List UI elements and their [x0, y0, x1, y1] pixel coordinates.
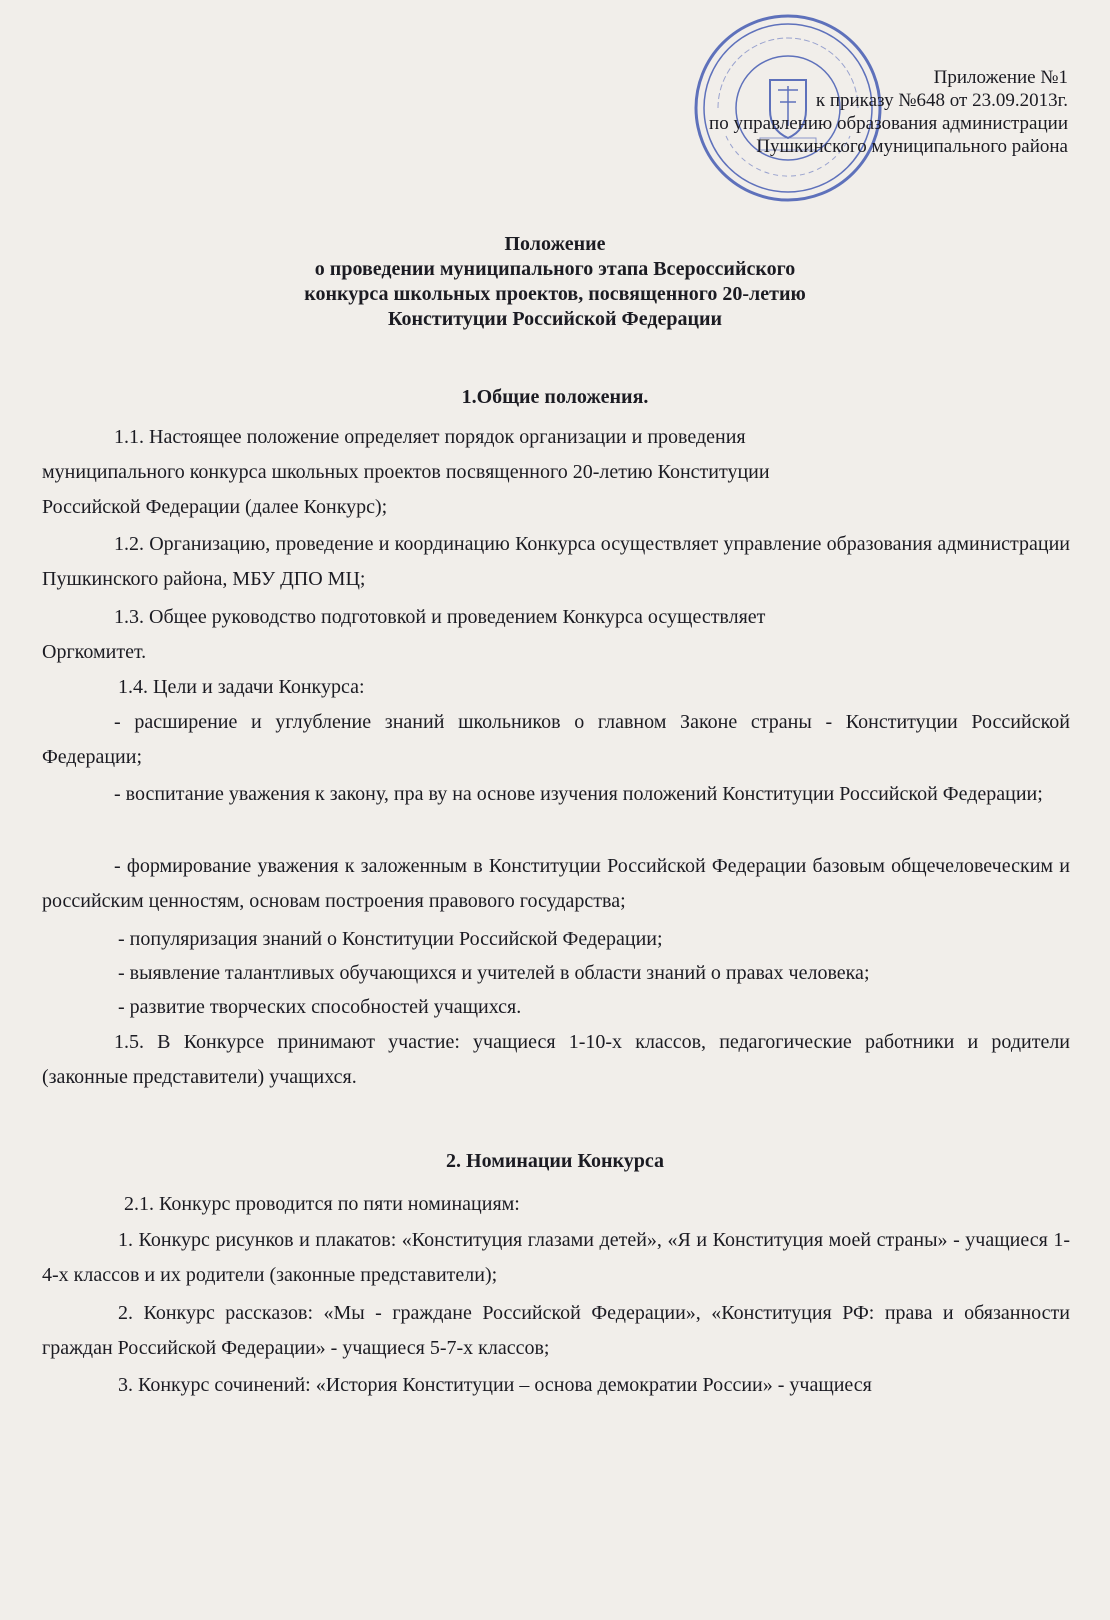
title-line-2: о проведении муниципального этапа Всероссийского: [314, 258, 796, 280]
goal-5: - выявление талантливых обучающихся и учителей в области знаний о правах человека;: [118, 962, 870, 984]
header-line-3: по управлению образования администрации: [709, 113, 1068, 134]
nomination-1: 1. Конкурс рисунков и плакатов: «Конституция глазами детей», «Я и Конституция моей страны» - учащиеся 1-4-х классов и их родители (законные представители);: [42, 1229, 1070, 1286]
section-1-heading: 1.Общие положения.: [461, 386, 649, 408]
title-line-1: Положение: [504, 233, 606, 255]
paragraph-1-3-line-2: Оргкомитет.: [42, 641, 147, 663]
title-line-3: конкурса школьных проектов, посвященного 20-летию: [304, 283, 806, 305]
header-line-2: к приказу №648 от 23.09.2013г.: [815, 90, 1068, 111]
paragraph-1-1-line-3: Российской Федерации (далее Конкурс);: [42, 496, 388, 518]
document-header: [709, 66, 1068, 158]
paragraph-2-1: 2.1. Конкурс проводится по пяти номинациям:: [124, 1193, 520, 1215]
paragraph-1-1-line-1: 1.1. Настоящее положение определяет порядок организации и проведения: [114, 426, 746, 448]
section-2-heading: 2. Номинации Конкурса: [446, 1150, 664, 1172]
paragraph-1-2: 1.2. Организацию, проведение и координацию Конкурса осуществляет управление образования администрации Пушкинского района, МБУ ДПО МЦ;: [42, 533, 1070, 590]
paragraph-1-3-line-1: 1.3. Общее руководство подготовкой и проведением Конкурса осуществляет: [114, 606, 766, 628]
goal-4: - популяризация знаний о Конституции Российской Федерации;: [118, 928, 663, 950]
nomination-3: 3. Конкурс сочинений: «История Конституции – основа демократии России» - учащиеся: [118, 1374, 872, 1396]
goal-2: - воспитание уважения к закону, пра ву на основе изучения положений Конституции Российской Федерации;: [114, 783, 1043, 805]
paragraph-1-4: 1.4. Цели и задачи Конкурса:: [118, 676, 365, 698]
title-line-4: Конституции Российской Федерации: [387, 308, 723, 330]
goal-6: - развитие творческих способностей учащихся.: [118, 996, 522, 1018]
header-line-1: Приложение №1: [933, 67, 1068, 88]
document-title: [0, 232, 1110, 332]
header-line-4: Пушкинского муниципального района: [756, 136, 1068, 157]
paragraph-1-5: 1.5. В Конкурсе принимают участие: учащиеся 1-10-х классов, педагогические работники и родители (законные представители) учащихся.: [42, 1031, 1070, 1088]
nomination-2: 2. Конкурс рассказов: «Мы - граждане Российской Федерации», «Конституция РФ: права и обязанности граждан Российской Федерации» - учащиеся 5-7-х классов;: [42, 1302, 1070, 1359]
goal-3: - формирование уважения к заложенным в Конституции Российской Федерации базовым общечеловеческим и российским ценностям, основам построения правового государства;: [42, 855, 1070, 912]
paragraph-1-1-line-2: муниципального конкурса школьных проектов посвященного 20-летию Конституции: [42, 461, 770, 483]
goal-1: - расширение и углубление знаний школьников о главном Законе страны - Конституции Российской Федерации;: [42, 711, 1070, 768]
